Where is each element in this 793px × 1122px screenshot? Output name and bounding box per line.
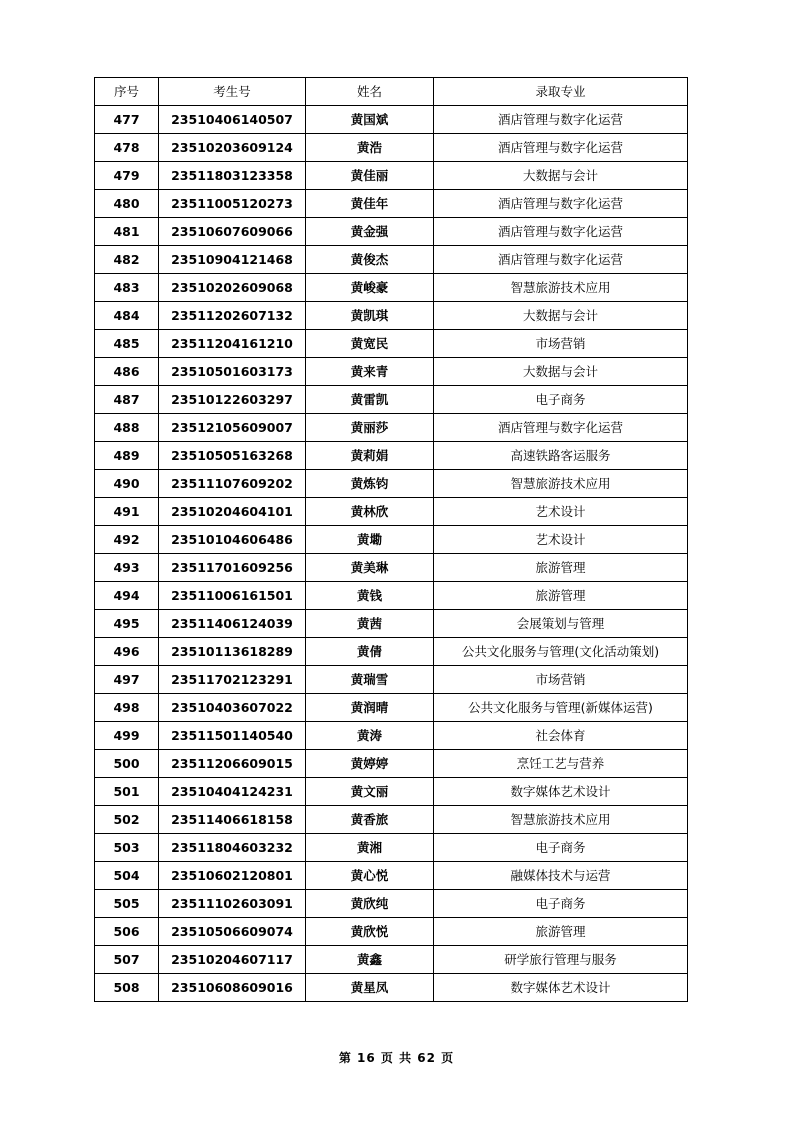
row-major: 大数据与会计 xyxy=(434,358,688,386)
row-name: 黄墈 xyxy=(306,526,434,554)
row-exam-id: 23511102603091 xyxy=(159,890,306,918)
table-header xyxy=(95,78,688,106)
row-name: 黄润晴 xyxy=(306,694,434,722)
row-name: 黄国斌 xyxy=(306,106,434,134)
table-row xyxy=(95,890,688,918)
row-name: 黄金强 xyxy=(306,218,434,246)
table-row xyxy=(95,778,688,806)
table-row xyxy=(95,302,688,330)
header-major: 录取专业 xyxy=(434,78,688,106)
row-exam-id: 23510505163268 xyxy=(159,442,306,470)
row-name: 黄来青 xyxy=(306,358,434,386)
row-seq: 488 xyxy=(95,414,159,442)
table-row xyxy=(95,218,688,246)
row-seq: 485 xyxy=(95,330,159,358)
row-name: 黄美琳 xyxy=(306,554,434,582)
row-name: 黄凯琪 xyxy=(306,302,434,330)
row-name: 黄香旅 xyxy=(306,806,434,834)
row-exam-id: 23511803123358 xyxy=(159,162,306,190)
row-name: 黄茜 xyxy=(306,610,434,638)
row-exam-id: 23512105609007 xyxy=(159,414,306,442)
table-body xyxy=(95,106,688,1002)
table-row xyxy=(95,554,688,582)
table-row xyxy=(95,834,688,862)
table-row xyxy=(95,638,688,666)
row-major: 市场营销 xyxy=(434,330,688,358)
row-major: 酒店管理与数字化运营 xyxy=(434,134,688,162)
row-seq: 477 xyxy=(95,106,159,134)
row-major: 大数据与会计 xyxy=(434,162,688,190)
row-name: 黄峻豪 xyxy=(306,274,434,302)
row-exam-id: 23510602120801 xyxy=(159,862,306,890)
row-exam-id: 23511006161501 xyxy=(159,582,306,610)
table-row xyxy=(95,162,688,190)
row-major: 电子商务 xyxy=(434,386,688,414)
header-seq: 序号 xyxy=(95,78,159,106)
row-seq: 489 xyxy=(95,442,159,470)
table-row xyxy=(95,974,688,1002)
row-name: 黄丽莎 xyxy=(306,414,434,442)
row-major: 酒店管理与数字化运营 xyxy=(434,218,688,246)
row-major: 艺术设计 xyxy=(434,526,688,554)
row-major: 旅游管理 xyxy=(434,554,688,582)
row-exam-id: 23510104606486 xyxy=(159,526,306,554)
row-major: 高速铁路客运服务 xyxy=(434,442,688,470)
table-row xyxy=(95,330,688,358)
row-seq: 505 xyxy=(95,890,159,918)
table-row xyxy=(95,666,688,694)
table-row xyxy=(95,526,688,554)
row-exam-id: 23511005120273 xyxy=(159,190,306,218)
row-major: 公共文化服务与管理(新媒体运营) xyxy=(434,694,688,722)
row-name: 黄湘 xyxy=(306,834,434,862)
row-exam-id: 23510203609124 xyxy=(159,134,306,162)
row-name: 黄涛 xyxy=(306,722,434,750)
row-major: 电子商务 xyxy=(434,890,688,918)
row-seq: 506 xyxy=(95,918,159,946)
table-row xyxy=(95,582,688,610)
row-major: 会展策划与管理 xyxy=(434,610,688,638)
row-exam-id: 23510904121468 xyxy=(159,246,306,274)
row-name: 黄鑫 xyxy=(306,946,434,974)
row-name: 黄欣悦 xyxy=(306,918,434,946)
row-exam-id: 23511202607132 xyxy=(159,302,306,330)
row-exam-id: 23510404124231 xyxy=(159,778,306,806)
row-exam-id: 23510204607117 xyxy=(159,946,306,974)
row-seq: 486 xyxy=(95,358,159,386)
row-seq: 491 xyxy=(95,498,159,526)
row-seq: 478 xyxy=(95,134,159,162)
row-exam-id: 23510607609066 xyxy=(159,218,306,246)
row-name: 黄林欣 xyxy=(306,498,434,526)
table-row xyxy=(95,274,688,302)
row-exam-id: 23510406140507 xyxy=(159,106,306,134)
row-seq: 498 xyxy=(95,694,159,722)
table-row xyxy=(95,246,688,274)
row-name: 黄钱 xyxy=(306,582,434,610)
row-major: 数字媒体艺术设计 xyxy=(434,778,688,806)
table-row xyxy=(95,134,688,162)
row-name: 黄佳年 xyxy=(306,190,434,218)
row-major: 市场营销 xyxy=(434,666,688,694)
row-major: 旅游管理 xyxy=(434,582,688,610)
row-exam-id: 23511701609256 xyxy=(159,554,306,582)
table-row xyxy=(95,386,688,414)
table-row xyxy=(95,694,688,722)
row-seq: 487 xyxy=(95,386,159,414)
row-seq: 504 xyxy=(95,862,159,890)
row-major: 烹饪工艺与营养 xyxy=(434,750,688,778)
row-major: 电子商务 xyxy=(434,834,688,862)
table-row xyxy=(95,862,688,890)
row-name: 黄心悦 xyxy=(306,862,434,890)
row-name: 黄俊杰 xyxy=(306,246,434,274)
row-seq: 500 xyxy=(95,750,159,778)
row-exam-id: 23511804603232 xyxy=(159,834,306,862)
row-exam-id: 23510202609068 xyxy=(159,274,306,302)
row-exam-id: 23510608609016 xyxy=(159,974,306,1002)
row-seq: 497 xyxy=(95,666,159,694)
row-exam-id: 23511406618158 xyxy=(159,806,306,834)
row-name: 黄佳丽 xyxy=(306,162,434,190)
row-name: 黄瑞雪 xyxy=(306,666,434,694)
row-exam-id: 23510113618289 xyxy=(159,638,306,666)
row-exam-id: 23511204161210 xyxy=(159,330,306,358)
row-major: 研学旅行管理与服务 xyxy=(434,946,688,974)
table-row xyxy=(95,106,688,134)
row-exam-id: 23510506609074 xyxy=(159,918,306,946)
row-exam-id: 23511107609202 xyxy=(159,470,306,498)
row-major: 数字媒体艺术设计 xyxy=(434,974,688,1002)
row-exam-id: 23511501140540 xyxy=(159,722,306,750)
row-seq: 492 xyxy=(95,526,159,554)
row-seq: 481 xyxy=(95,218,159,246)
row-seq: 490 xyxy=(95,470,159,498)
row-seq: 495 xyxy=(95,610,159,638)
row-major: 酒店管理与数字化运营 xyxy=(434,246,688,274)
table-row xyxy=(95,722,688,750)
row-seq: 503 xyxy=(95,834,159,862)
row-major: 智慧旅游技术应用 xyxy=(434,470,688,498)
row-major: 智慧旅游技术应用 xyxy=(434,274,688,302)
row-major: 社会体育 xyxy=(434,722,688,750)
row-exam-id: 23511702123291 xyxy=(159,666,306,694)
row-name: 黄文丽 xyxy=(306,778,434,806)
row-seq: 483 xyxy=(95,274,159,302)
header-name: 姓名 xyxy=(306,78,434,106)
row-seq: 484 xyxy=(95,302,159,330)
row-name: 黄婷婷 xyxy=(306,750,434,778)
row-seq: 501 xyxy=(95,778,159,806)
row-seq: 482 xyxy=(95,246,159,274)
row-major: 旅游管理 xyxy=(434,918,688,946)
row-major: 酒店管理与数字化运营 xyxy=(434,106,688,134)
row-name: 黄炼钧 xyxy=(306,470,434,498)
table-row xyxy=(95,610,688,638)
row-name: 黄莉娟 xyxy=(306,442,434,470)
row-exam-id: 23510501603173 xyxy=(159,358,306,386)
row-major: 大数据与会计 xyxy=(434,302,688,330)
row-seq: 502 xyxy=(95,806,159,834)
row-seq: 480 xyxy=(95,190,159,218)
row-exam-id: 23510204604101 xyxy=(159,498,306,526)
header-exam-id: 考生号 xyxy=(159,78,306,106)
row-name: 黄欣纯 xyxy=(306,890,434,918)
row-seq: 494 xyxy=(95,582,159,610)
table-row xyxy=(95,470,688,498)
row-exam-id: 23511406124039 xyxy=(159,610,306,638)
admission-table xyxy=(94,77,688,1002)
row-seq: 508 xyxy=(95,974,159,1002)
row-major: 酒店管理与数字化运营 xyxy=(434,414,688,442)
table-row xyxy=(95,806,688,834)
table-row xyxy=(95,946,688,974)
row-seq: 499 xyxy=(95,722,159,750)
row-name: 黄星凤 xyxy=(306,974,434,1002)
row-seq: 479 xyxy=(95,162,159,190)
row-exam-id: 23511206609015 xyxy=(159,750,306,778)
page-number: 第 16 页 共 62 页 xyxy=(338,1051,455,1065)
row-major: 公共文化服务与管理(文化活动策划) xyxy=(434,638,688,666)
table-row xyxy=(95,442,688,470)
table-row xyxy=(95,498,688,526)
row-major: 艺术设计 xyxy=(434,498,688,526)
row-name: 黄雷凯 xyxy=(306,386,434,414)
row-name: 黄倩 xyxy=(306,638,434,666)
row-exam-id: 23510403607022 xyxy=(159,694,306,722)
header-row xyxy=(95,78,688,106)
row-name: 黄浩 xyxy=(306,134,434,162)
row-major: 融媒体技术与运营 xyxy=(434,862,688,890)
table-row xyxy=(95,918,688,946)
table-row xyxy=(95,358,688,386)
row-major: 酒店管理与数字化运营 xyxy=(434,190,688,218)
row-seq: 496 xyxy=(95,638,159,666)
row-seq: 507 xyxy=(95,946,159,974)
row-seq: 493 xyxy=(95,554,159,582)
row-name: 黄宽民 xyxy=(306,330,434,358)
table-row xyxy=(95,750,688,778)
table-row xyxy=(95,414,688,442)
row-major: 智慧旅游技术应用 xyxy=(434,806,688,834)
table-row xyxy=(95,190,688,218)
row-exam-id: 23510122603297 xyxy=(159,386,306,414)
